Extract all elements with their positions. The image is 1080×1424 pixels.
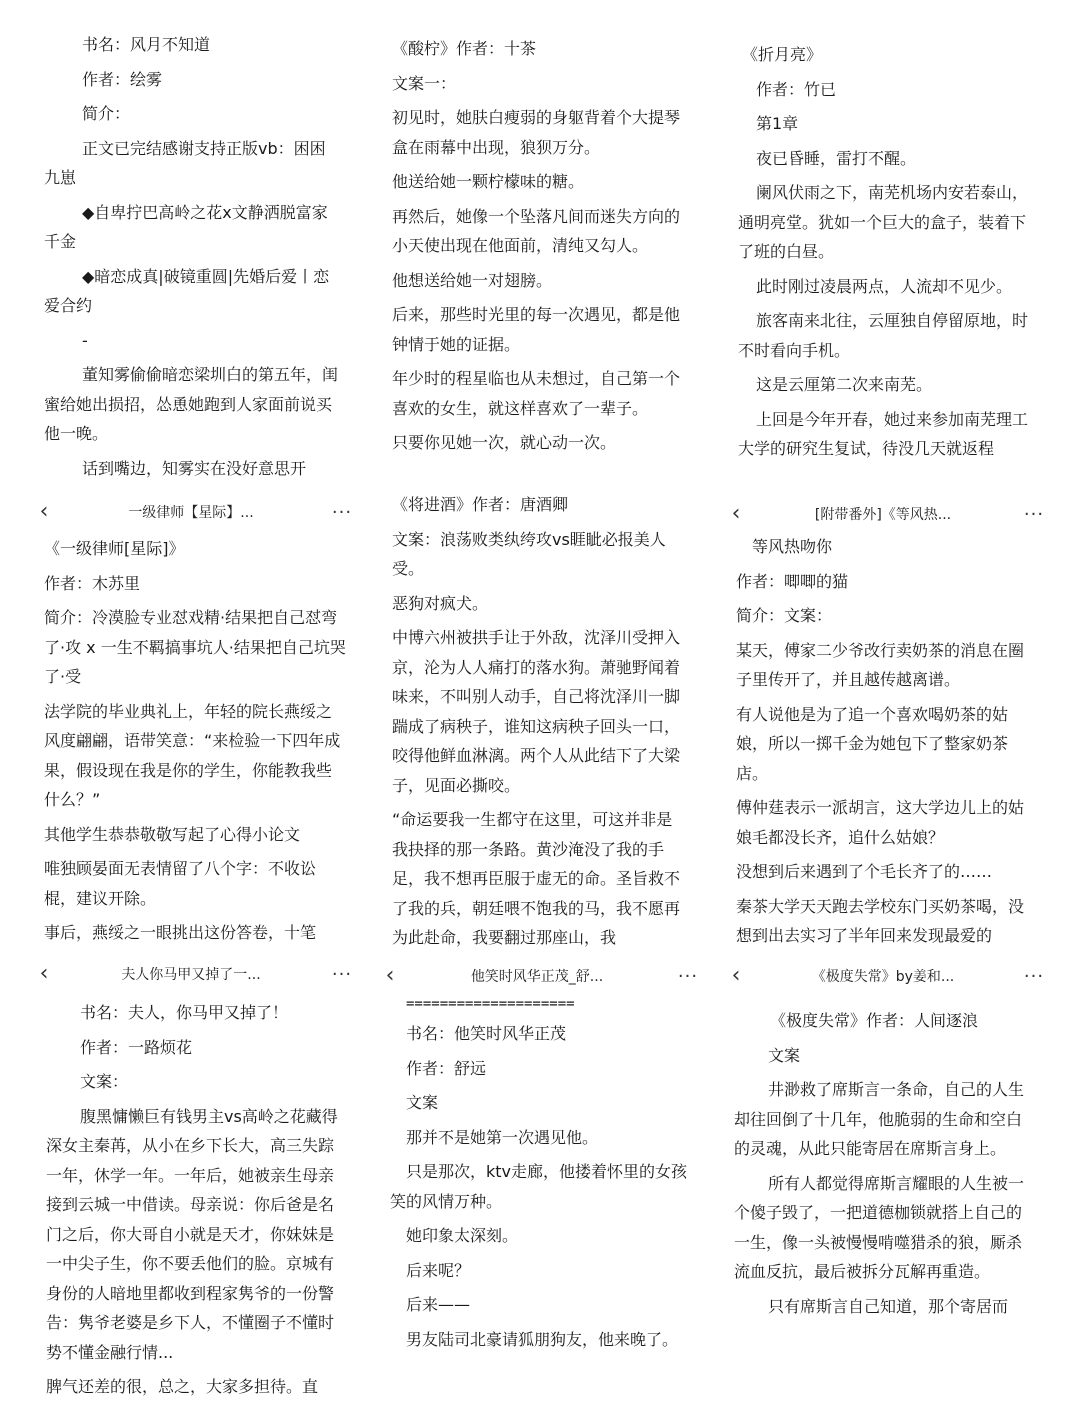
book-title: 《酸柠》作者：十茶 <box>392 39 537 58</box>
book-author: 作者：绘雾 <box>82 69 163 89</box>
summary-line: 后来—— <box>406 1295 471 1314</box>
reader-title: [附带番外]《等风热... <box>814 507 952 523</box>
reader-topbar <box>722 496 1052 532</box>
panel-ji-du-shi-chang <box>722 958 1052 1400</box>
book-title: 书名：夫人，你马甲又掉了！ <box>80 1003 289 1022</box>
summary-line: 秦茶大学天天跑去学校东门买奶茶喝，没想到出去实习了半年回来发现最爱的 <box>736 896 1025 945</box>
panel-body <box>722 1006 1052 1321</box>
reader-title: 夫人你马甲又掉了一... <box>121 967 261 983</box>
summary-line: 傅仲莛表示一派胡言，这大学边儿上的姑娘毛都没长齐，追什么姑娘？ <box>736 798 1025 847</box>
book-title: 书名：风月不知道 <box>82 35 211 54</box>
summary-line: 事后，燕绥之一眼挑出这份答卷，十笔 <box>44 923 317 942</box>
summary-line: 中博六州被拱手让于外敌，沈泽川受押入京，沦为人人痛打的落水狗。萧驰野闻着味来，不叫别人动手，自己将沈泽川一脚踹成了病秧子，谁知这病秧子回头一口，咬得他鲜血淋漓。两个人从此结下了大梁子，见面必撕咬。 <box>392 628 681 795</box>
book-title: 《折月亮》 <box>742 45 823 64</box>
summary-line: 男友陆司北豪请狐朋狗友，他来晚了。 <box>406 1329 679 1349</box>
summary-label: 简介：文案： <box>736 606 833 625</box>
summary-line: 没想到后来遇到了个毛长齐了的…… <box>736 862 993 881</box>
summary-line: 年少时的程星临也从未想过，自己第一个喜欢的女生，就这样喜欢了一辈子。 <box>392 369 681 418</box>
summary-line: 那并不是她第一次遇见他。 <box>406 1127 599 1147</box>
chapter-title: 第1章 <box>756 114 799 133</box>
panel-body <box>44 30 340 483</box>
more-dots-icon[interactable]: ··· <box>677 965 699 987</box>
panel-deng-feng <box>722 496 1052 945</box>
summary-line: 他送给她一颗柠檬味的糖。 <box>392 172 585 191</box>
body-line: 此时刚过凌晨两点，人流却不见少。 <box>756 276 1013 296</box>
summary-line: ◆暗恋成真|破镜重圆|先婚后爱丨恋爱合约 <box>44 266 330 315</box>
panel-feng-yue <box>44 30 340 478</box>
panel-body <box>30 534 360 948</box>
book-author: 作者：木苏里 <box>44 573 141 593</box>
book-title: 《一级律师[星际]》 <box>44 539 185 558</box>
summary-line: 唯独顾晏面无表情留了八个字：不收讼棍，建议开除。 <box>44 859 317 908</box>
reader-title: 一级律师【星际】... <box>128 505 254 521</box>
summary-line: ◆自卑拧巴高岭之花x文静洒脱富家千金 <box>44 202 328 251</box>
body-line: 这是云厘第二次来南芜。 <box>756 375 933 394</box>
reader-topbar <box>722 958 1052 994</box>
summary-line: 话到嘴边，知雾实在没好意思开 <box>82 458 307 478</box>
summary-line: 所有人都觉得席斯言耀眼的人生被一个傻子毁了，一把道德枷锁就搭上自己的一生，像一头被慢慢啃噬猎杀的狼，厮杀流血反抗，最后被拆分瓦解再重造。 <box>734 1173 1025 1281</box>
divider-mark: - <box>82 330 88 350</box>
summary-line: 只要你见她一次，就心动一次。 <box>392 433 617 452</box>
reader-title: 《极度失常》by姜和... <box>811 969 955 985</box>
book-author: 作者：一路烦花 <box>80 1037 193 1057</box>
panel-suan-ning <box>392 34 692 470</box>
summary-line: 腹黑慵懒巨有钱男主vs高岭之花藏得深女主秦苒，从小在乡下长大，高三失踪一年，休学一年。一年后，她被亲生母亲接到云城一中借读。母亲说：你后爸是名门之后，你大哥自小就是天才，你妹妹是一中尖子生，你不要丢他们的脸。京城有身份的人暗地里都收到程家隽爷的一份警告：隽爷老婆是乡下人，不懂圈子不懂时势不懂金融行情... <box>46 1106 338 1362</box>
panel-body <box>30 998 360 1402</box>
summary-line: 某天，傅家二少爷改行卖奶茶的消息在圈子里传开了，并且越传越离谱。 <box>736 640 1025 689</box>
summary-line: 再然后，她像一个坠落凡间而迷失方向的小天使出现在他面前，清纯又勾人。 <box>392 206 681 255</box>
chevron-left-icon[interactable]: ‹ <box>385 963 395 988</box>
chevron-left-icon[interactable]: ‹ <box>39 499 49 524</box>
body-line: 上回是今年开春，她过来参加南芜理工大学的研究生复试，待没几天就返程 <box>738 409 1029 458</box>
summary-label: 简介： <box>82 104 131 123</box>
summary-line: 他想送给她一对翅膀。 <box>392 270 553 290</box>
summary-line: 有人说他是为了追一个喜欢喝奶茶的姑娘，所以一掷千金为她包下了整家奶茶店。 <box>736 704 1009 783</box>
summary-label: 文案 <box>406 1093 439 1112</box>
book-author: 作者：舒远 <box>406 1058 487 1078</box>
summary-line: 文案：浪荡败类纨绔攻vs睚眦必报美人受。 <box>392 529 666 578</box>
summary-line: 只是那次，ktv走廊，他搂着怀里的女孩笑的风情万种。 <box>390 1162 688 1211</box>
summary-label: 文案一： <box>392 73 457 93</box>
summary-line: 初见时，她肤白瘦弱的身躯背着个大提琴盒在雨幕中出现，狼狈万分。 <box>392 108 681 157</box>
summary-line: “命运要我一生都守在这里，可这并非是我抉择的那一条路。黄沙淹没了我的手足，我不想再臣服于虚无的命。圣旨救不了我的兵，朝廷喂不饱我的马，我不愿再为此赴命，我要翻过那座山，我 <box>392 810 681 947</box>
body-line: 旅客南来北往，云厘独自停留原地，时不时看向手机。 <box>738 311 1029 360</box>
book-title: 《将进酒》作者：唐酒卿 <box>392 495 569 514</box>
summary-line: 后来呢？ <box>406 1260 471 1280</box>
summary-label: 文案 <box>768 1045 801 1065</box>
summary-line: 其他学生恭恭敬敬写起了心得小论文 <box>44 824 301 844</box>
summary-line: 恶狗对疯犬。 <box>392 593 489 613</box>
summary-line: 她印象太深刻。 <box>406 1226 519 1245</box>
more-dots-icon[interactable]: ··· <box>331 963 353 985</box>
panel-fu-ren <box>30 956 360 1400</box>
summary-line: 井渺救了席斯言一条命，自己的人生却往回倒了十几年，他脆弱的生命和空白的灵魂，从此只能寄居在席斯言身上。 <box>734 1080 1025 1158</box>
book-author: 作者：竹已 <box>756 79 837 99</box>
book-title: 书名：他笑时风华正茂 <box>406 1024 567 1043</box>
panel-body <box>738 40 1038 464</box>
summary-label: 文案： <box>80 1072 129 1091</box>
reader-title: 他笑时风华正茂_舒... <box>470 969 604 985</box>
summary-line: 后来，那些时光里的每一次遇见，都是他钟情于她的证据。 <box>392 305 681 354</box>
panel-zhe-yue-liang <box>738 40 1038 470</box>
summary-line: 脾气还差的很，总之，大家多担待。直 <box>46 1377 319 1396</box>
book-title: 等风热吻你 <box>752 537 833 556</box>
panel-lawyer <box>30 494 360 942</box>
body-line: 阑风伏雨之下，南芜机场内安若泰山，通明亮堂。犹如一个巨大的盒子，装着下了班的白昼。 <box>738 183 1029 261</box>
more-dots-icon[interactable]: ··· <box>1023 965 1045 987</box>
chevron-left-icon[interactable]: ‹ <box>731 963 741 988</box>
summary-line: 正文已完结感谢支持正版vb：困困九崽 <box>44 138 326 187</box>
summary-line: 董知雾偷偷暗恋梁圳白的第五年，闺蜜给她出损招，怂恿她跑到人家面前说买他一晚。 <box>44 365 339 443</box>
panel-jiang-jin-jiu <box>392 490 688 947</box>
body-line: 夜已昏睡，雷打不醒。 <box>756 148 917 168</box>
chevron-left-icon[interactable]: ‹ <box>731 501 741 526</box>
separator-line: ==================== <box>406 996 575 1012</box>
reader-topbar <box>30 494 360 530</box>
reader-topbar <box>376 958 706 994</box>
panel-body <box>722 532 1052 951</box>
panel-body <box>376 994 706 1354</box>
book-author: 作者：唧唧的猫 <box>736 571 849 591</box>
chevron-left-icon[interactable]: ‹ <box>39 961 49 986</box>
panel-ta-xiao <box>376 958 706 1400</box>
summary-line: 法学院的毕业典礼上，年轻的院长燕绥之风度翩翩，语带笑意：“来检验一下四年成果，假设现在我是你的学生，你能教我些什么？” <box>44 701 341 809</box>
summary-line: 只有席斯言自己知道，那个寄居而 <box>768 1296 1009 1316</box>
summary-line: 简介：冷漠脸专业怼戏精·结果把自己怼弯了·攻 x 一生不羁搞事坑人·结果把自己坑哭了·受 <box>44 608 346 686</box>
more-dots-icon[interactable]: ··· <box>331 501 353 523</box>
more-dots-icon[interactable]: ··· <box>1023 503 1045 525</box>
reader-topbar <box>30 956 360 992</box>
panel-body <box>392 34 692 458</box>
panel-body <box>392 490 688 953</box>
book-title: 《极度失常》作者：人间逐浪 <box>770 1011 979 1030</box>
